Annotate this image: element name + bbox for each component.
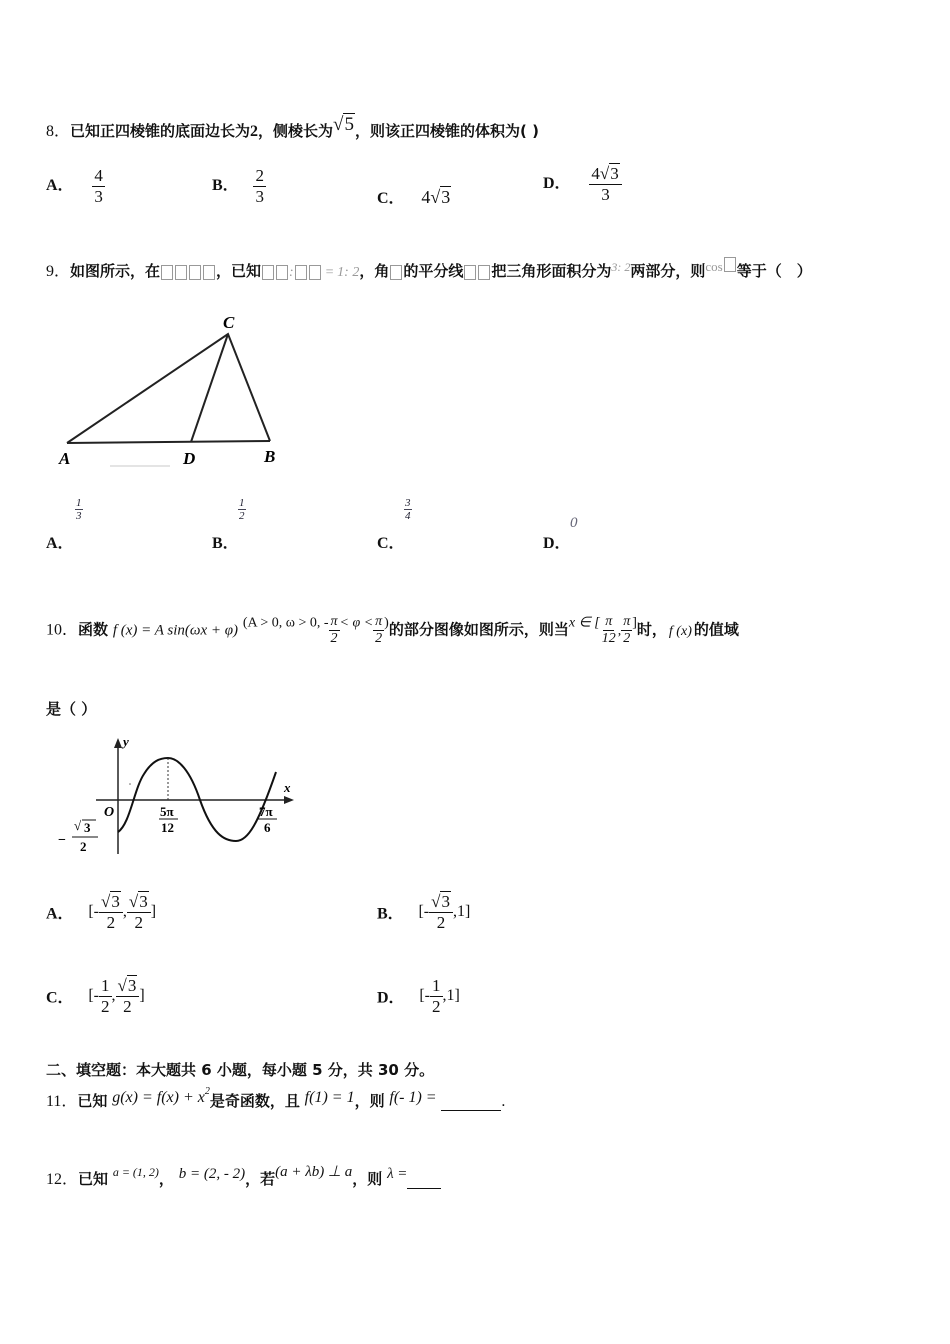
q10-option-c[interactable]: C． [- $\frac{1}{2}$ , $\frac{√3}{2}$ ] (46, 976, 145, 1016)
fraction: 1 2 (239, 497, 245, 523)
tick-7pi-den: 6 (264, 820, 271, 835)
q8-option-a[interactable]: A． $\frac{4}{3}$ (46, 166, 103, 206)
label-a: A (59, 449, 71, 468)
triangle-figure (55, 308, 295, 473)
fraction: $\frac{√3}{2}$ (116, 976, 140, 1016)
fraction: $\frac{√3}{2}$ (127, 892, 151, 932)
q11-stem: 11．已知 $g(x) = f(x) + x^2$是奇函数，且 f(1) = 1，则 f(- 1) = . (46, 1086, 506, 1110)
q11-answer-blank[interactable] (441, 1094, 501, 1111)
yneg-radical: √ (74, 818, 82, 833)
label-b: B (264, 447, 276, 466)
q10-number: 10． (46, 621, 79, 639)
q10-stem: 10．函数 f (x) = A sin(ωx + φ) (A > 0, ω > 0, - $\frac{\pi}{2}$ < φ < $\frac{\pi}{2}$ )的部分图像如图所示，则当x ∈ [ $\frac{\pi}{12}$ , $\frac{\pi}{2}$ ]时， f (x) 的值域 (46, 614, 739, 647)
q9-number: 9． (46, 263, 71, 280)
y-label: y (123, 734, 129, 749)
fraction: $\frac{1}{2}$ (101, 976, 110, 1016)
missing-glyph-box (161, 265, 173, 280)
tick-7pi-num: 7π (259, 804, 273, 819)
sine-graph (52, 734, 302, 860)
q8-option-b[interactable]: B． $\frac{2}{3}$ (212, 166, 264, 206)
q10-option-d[interactable]: D． [- $\frac{1}{2}$ ,1] (377, 976, 460, 1016)
q8-stem: 8．已知正四棱锥的底面边长为2，侧棱长为√5，则该正四棱锥的体积为( ) (46, 114, 539, 140)
fraction: $\frac{√3}{2}$ (99, 892, 123, 932)
label-d: D (183, 449, 196, 468)
q12-number: 12． (46, 1171, 79, 1188)
fraction: $\frac{4√3}{3}$ (589, 164, 621, 204)
q12-answer-blank[interactable] (407, 1172, 441, 1189)
triangle-sides (67, 334, 270, 443)
sqrt-5: √5 (333, 114, 354, 135)
x-label: x (284, 780, 291, 795)
fraction: $\frac{1}{2}$ (432, 976, 441, 1016)
q10-stem-cont: 是（ ） (46, 700, 97, 718)
q8-option-d[interactable]: D． $\frac{4√3}{3}$ (543, 164, 622, 204)
dot-artifact (129, 783, 131, 785)
q10-option-a[interactable]: A． [- $\frac{√3}{2}$ , $\frac{√3}{2}$ ] (46, 892, 157, 932)
q11-number: 11． (46, 1093, 78, 1110)
yneg-num: 3 (84, 820, 91, 835)
q9-stem: 9．如图所示，在 ，已知 : = 1: 2，角 的平分线 把三角形面积分为$^{3: 2}$两部分，则cos 等于（ ） (46, 259, 812, 280)
origin-label: O (104, 805, 115, 820)
tick-5pi-den: 12 (161, 820, 174, 835)
fraction: 1 3 (76, 497, 82, 523)
yneg-den: 2 (80, 839, 87, 854)
label-c: C (223, 313, 235, 332)
q12-stem: 12．已知 $^{a = (1, 2)}$， b = (2, - 2)，若(a + λb) ⊥ a，则 λ = (46, 1162, 441, 1189)
fraction: $\frac{√3}{2}$ (429, 892, 453, 932)
q10-option-b[interactable]: B． [- $\frac{√3}{2}$ ,1] (377, 892, 471, 932)
bisector-cd (191, 334, 228, 442)
yneg-sign: − (58, 833, 66, 848)
side-ab (67, 441, 270, 443)
fraction: 3 4 (405, 497, 411, 523)
x-axis-arrow (284, 796, 294, 804)
fraction: $\frac{4}{3}$ (94, 166, 103, 206)
q8-number: 8． (46, 123, 71, 140)
fraction: $\frac{2}{3}$ (255, 166, 264, 206)
tick-5pi-num: 5π (160, 804, 174, 819)
section-2-heading: 二、填空题：本大题共 6 小题，每小题 5 分，共 30 分。 (46, 1061, 435, 1079)
q8-option-c[interactable]: C． 4√3 (377, 187, 451, 207)
y-axis-arrow (114, 738, 122, 748)
